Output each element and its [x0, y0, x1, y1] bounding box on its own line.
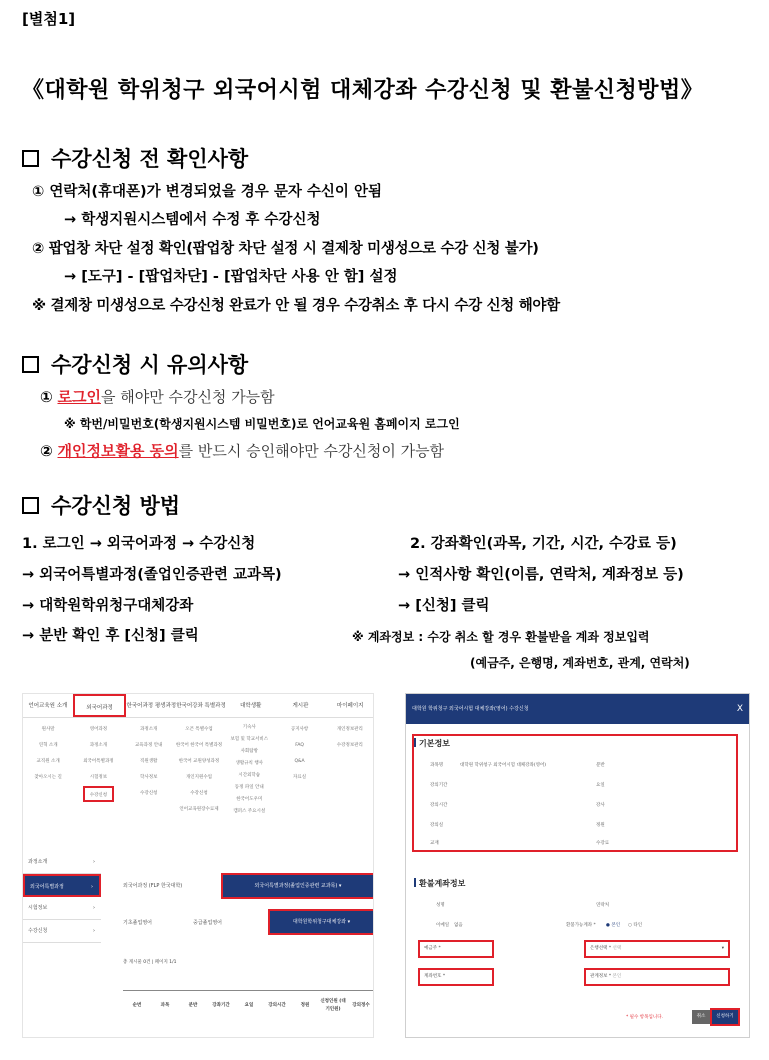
course-label: 외국어과정 (FLP 한국대학)	[123, 883, 183, 889]
field-label: 강사	[596, 803, 605, 808]
submenu-item[interactable]: 교직원 소개	[36, 759, 60, 764]
menu-item[interactable]: 한국어과정 평생과정	[126, 703, 177, 709]
close-icon[interactable]: X	[736, 704, 743, 714]
field-label: 강의실	[430, 823, 444, 828]
login-highlight: 로그인	[57, 388, 101, 406]
field-label: 이메일	[436, 923, 450, 928]
submenu-item[interactable]: 생활규칙 행사	[235, 761, 264, 766]
submenu-item[interactable]: 개인지원수업	[185, 775, 213, 780]
table-header-cell: 분반	[188, 1003, 198, 1008]
field-label: 성명	[436, 903, 445, 908]
sec1-line3: ② 팝업창 차단 설정 확인(팝업창 차단 설정 시 결제창 미생성으로 수강 신청 불가)	[32, 241, 539, 257]
submenu-item[interactable]: 언어교육원장수료제	[179, 807, 219, 812]
category-intermediate[interactable]: 중급졸업영어	[193, 920, 222, 926]
sec1-line4: → [도구] - [팝업차단] - [팝업차단 사용 안 함] 설정	[64, 269, 398, 285]
field-value: 대학원 학위청구 외국어시험 대체강좌(영어)	[460, 763, 547, 768]
account-note-detail: (예금주, 은행명, 계좌번호, 관계, 연락처)	[470, 656, 690, 670]
submenu-item[interactable]: 한국어 한국어 특별과정	[175, 743, 223, 748]
menu-item[interactable]: 게시판	[292, 703, 309, 709]
submenu-column	[325, 718, 374, 848]
field-label: 수강료	[596, 841, 610, 846]
refund-account-label: 환불계좌정보	[414, 878, 465, 889]
post-count: 총 게시물 0건 | 페이지 1/1	[123, 960, 177, 965]
apply-button[interactable]: 신청하기	[712, 1010, 738, 1024]
email-value: 없음	[454, 923, 463, 928]
refund-other-radio[interactable]: ○ 타인	[628, 923, 643, 928]
side-nav-item-foreign-special[interactable]: 외국어특별과정 ›	[23, 874, 101, 897]
menu-item[interactable]: 한국어강좌 특별과정	[176, 703, 226, 709]
submenu-item[interactable]: 영어과정	[89, 727, 108, 732]
submenu-item[interactable]: 원사말	[41, 727, 55, 732]
sec2-note: ※ 학번/비밀번호(학생지원시스템 비밀번호)로 언어교육원 홈페이지 로그인	[64, 417, 460, 431]
menu-item[interactable]: 마이페이지	[336, 703, 364, 709]
main-menu	[23, 694, 374, 718]
field-label: 정원	[596, 823, 605, 828]
submenu-item[interactable]: 학사정보	[140, 775, 158, 780]
submenu-item[interactable]: 자료실	[293, 775, 307, 780]
account-holder-input[interactable]: 예금주 *	[418, 940, 494, 958]
table-header-cell: 강의정수	[352, 1003, 370, 1008]
course-type-select[interactable]: 외국어특별과정(졸업인증관련 교과목) ▾	[221, 873, 374, 899]
submenu-column	[73, 718, 123, 848]
submenu-item[interactable]: 찾아오시는 길	[34, 775, 62, 780]
sec2-line1: ① 로그인을 해야만 수강신청 가능함	[40, 388, 275, 406]
menu-item[interactable]: 언어교육원 소개	[28, 703, 68, 709]
basic-info-label: 기본정보	[414, 738, 450, 749]
privacy-consent-highlight: 개인정보활용 동의	[57, 442, 179, 460]
section2-heading: 수강신청 시 유의사항	[22, 349, 248, 379]
method-right-2: → 인적사항 확인(이름, 연락처, 계좌정보 등)	[398, 567, 684, 583]
account-note: ※ 계좌정보 : 수강 취소 할 경우 환불받을 계좌 정보입력	[352, 630, 650, 644]
field-label: 연락처	[596, 903, 610, 908]
sec2-line3: ② 개인정보활용 동의를 반드시 승인해야만 수강신청이 가능함	[40, 442, 445, 460]
chevron-right-icon: ›	[93, 905, 95, 911]
submenu-item[interactable]: 기숙사	[242, 725, 256, 730]
submenu-item[interactable]: 시험정보	[89, 775, 108, 780]
sec1-line1: ① 연락처(휴대폰)가 변경되었을 경우 문자 수신이 안됨	[32, 184, 382, 200]
attachment-label: [별첨1]	[22, 10, 76, 28]
submenu-column	[124, 718, 174, 848]
table-header-cell: 신청인원 (대기인원)	[320, 999, 346, 1012]
side-navigation	[23, 851, 101, 943]
category-graduate-substitute[interactable]: 대학원학위청구대체강좌 ▾	[268, 909, 374, 935]
submenu-item-course-registration[interactable]: 수강신청	[83, 786, 113, 802]
chevron-right-icon: ›	[93, 859, 95, 865]
document-title: 《대학원 학위청구 외국어시험 대체강좌 수강신청 및 환불신청방법》	[22, 78, 704, 103]
submenu-item[interactable]: FAQ	[295, 743, 304, 748]
submenu-item[interactable]: 수강정보관리	[336, 743, 363, 748]
menu-item-foreign-language[interactable]: 외국어과정	[73, 694, 127, 717]
table-header-cell: 과목	[160, 1003, 170, 1008]
submenu-item[interactable]: 한국어도우미	[236, 797, 263, 802]
submenu-column	[274, 718, 324, 848]
menu-item[interactable]: 대학생활	[240, 703, 262, 709]
table-header-cell: 순번	[132, 1003, 142, 1008]
method-left-2: → 외국어특별과정(졸업인증관련 교과목)	[22, 567, 282, 583]
modal-header: 대학원 학위청구 외국어시험 대체강좌(영어) 수강신청 X	[406, 694, 750, 724]
field-label: 요일	[596, 783, 605, 788]
relation-input[interactable]: 관계정보 * 본인	[584, 968, 730, 986]
method-right-3: → [신청] 클릭	[398, 598, 490, 614]
sec1-line2: → 학생지원시스템에서 수정 후 수강신청	[64, 212, 321, 228]
website-screenshot	[22, 693, 374, 1038]
section1-heading: 수강신청 전 확인사항	[22, 143, 248, 173]
chevron-right-icon: ›	[93, 928, 95, 934]
submenu-item[interactable]: 시간외학습	[238, 773, 261, 778]
side-nav-item[interactable]: 수강신청 ›	[23, 920, 101, 943]
side-nav-item[interactable]: 시험정보 ›	[23, 897, 101, 920]
basic-info-highlight	[412, 734, 738, 852]
submenu-item[interactable]: 한국어 교원양성과정	[178, 759, 220, 764]
registration-modal-screenshot	[405, 693, 750, 1038]
submenu-item[interactable]: 직원생활	[140, 759, 158, 764]
submenu-item[interactable]: 교육과정 안내	[134, 743, 163, 748]
table-header-cell: 강좌기간	[212, 1003, 230, 1008]
submenu-item[interactable]: Q&A	[294, 759, 305, 764]
method-right-1: 2. 강좌확인(과목, 기간, 시간, 수강료 등)	[410, 536, 677, 552]
required-note: * 필수 항목입니다.	[626, 1015, 663, 1020]
cancel-button[interactable]: 취소	[692, 1010, 710, 1024]
submenu-item[interactable]: 개인정보관리	[336, 727, 363, 732]
table-header-cell: 정원	[300, 1003, 310, 1008]
chevron-down-icon: ▾	[721, 946, 724, 951]
submenu-grid	[23, 718, 374, 848]
submenu-item[interactable]: 과정소개	[89, 743, 108, 748]
field-label: 과목명	[430, 763, 444, 768]
submenu-column	[23, 718, 73, 848]
submenu-item[interactable]: 과정소개	[140, 727, 158, 732]
checkbox-square-icon	[22, 150, 39, 167]
submenu-item[interactable]: 동정 파일 안내	[234, 785, 264, 790]
submenu-item[interactable]: 오픈 특별수업	[185, 727, 213, 732]
submenu-column	[224, 718, 274, 848]
table-header-cell: 강의시간	[268, 1003, 286, 1008]
refund-self-radio[interactable]: ● 본인	[606, 923, 621, 928]
submenu-item[interactable]: 수강신청	[140, 791, 158, 796]
checkbox-square-icon	[22, 497, 39, 514]
side-nav-item[interactable]: 과정소개 ›	[23, 851, 101, 874]
bank-select[interactable]: 은행선택 * 선택 ▾	[584, 940, 730, 958]
field-label: 강의기간	[430, 783, 448, 788]
submenu-item[interactable]: 외국어특별과정	[83, 759, 114, 764]
method-left-1: 1. 로그인 → 외국어과정 → 수강신청	[22, 536, 256, 552]
submenu-item[interactable]: 연혁 소개	[38, 743, 58, 748]
submenu-item[interactable]: 공지사항	[290, 727, 309, 732]
category-basic[interactable]: 기초졸업영어	[123, 920, 152, 926]
field-label: 분반	[596, 763, 605, 768]
submenu-item[interactable]: 사회탐방	[240, 749, 258, 754]
submenu-item[interactable]: 캠퍼스 주요시설	[233, 809, 266, 814]
checkbox-square-icon	[22, 356, 39, 373]
table-header-cell: 요일	[244, 1003, 254, 1008]
submenu-item[interactable]: 보험 및 학교서비스	[230, 737, 269, 742]
section3-heading: 수강신청 방법	[22, 490, 180, 520]
chevron-right-icon: ›	[91, 884, 93, 890]
submenu-column	[174, 718, 224, 848]
sec1-line5: ※ 결제창 미생성으로 수강신청 완료가 안 될 경우 수강취소 후 다시 수강 신청 해야함	[32, 298, 560, 314]
submenu-item[interactable]: 수강신청	[190, 791, 208, 796]
method-left-4: → 분반 확인 후 [신청] 클릭	[22, 628, 199, 644]
method-left-3: → 대학원학위청구대체강좌	[22, 598, 194, 614]
course-table-header	[123, 990, 374, 1020]
field-label: 환불가능계좌 *	[566, 923, 596, 928]
field-label: 강의시간	[430, 803, 448, 808]
field-label: 교재	[430, 841, 439, 846]
account-number-input[interactable]: 계좌번호 *	[418, 968, 494, 986]
